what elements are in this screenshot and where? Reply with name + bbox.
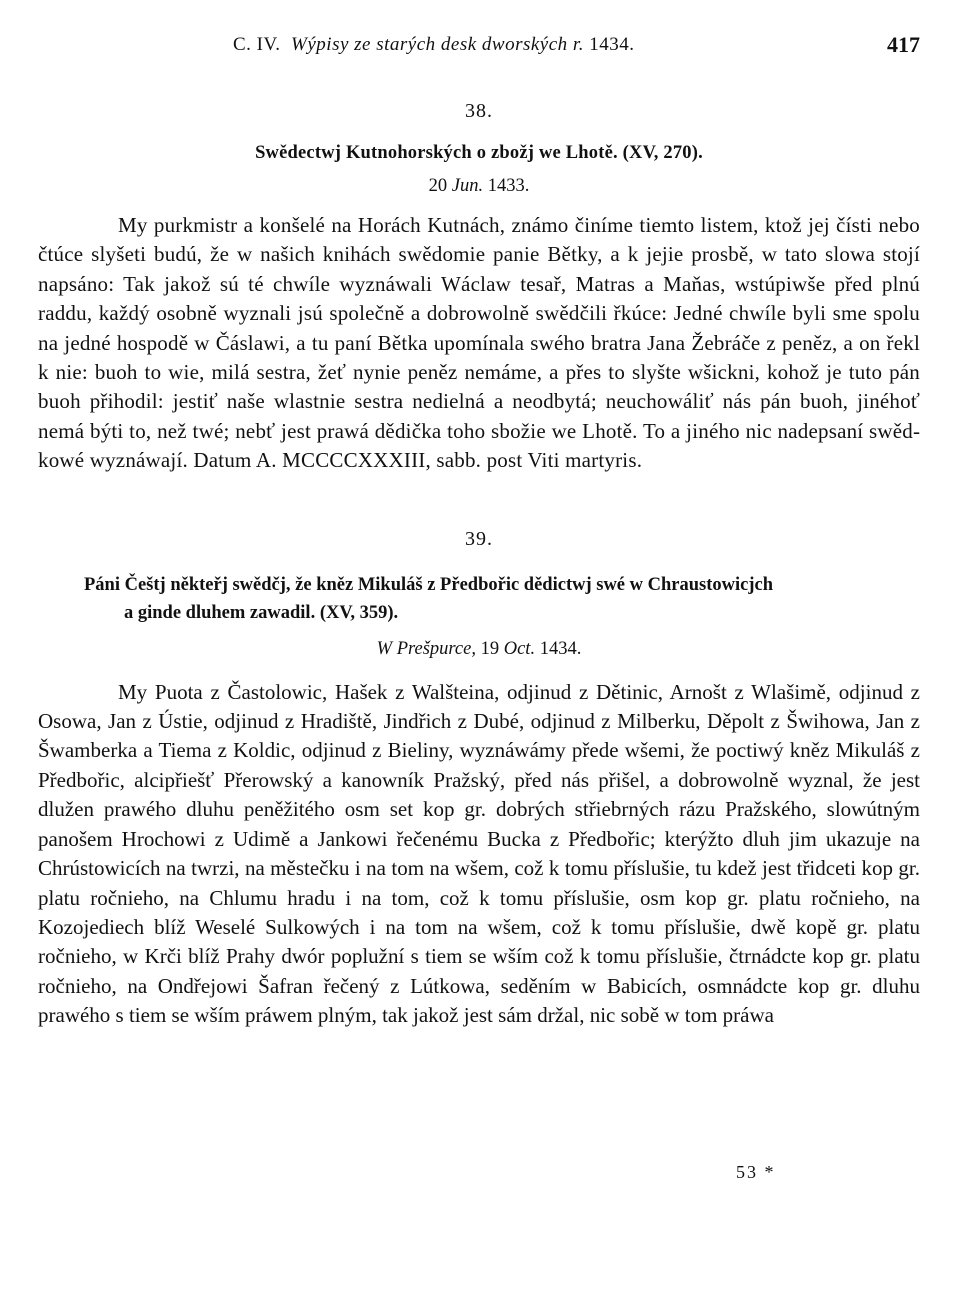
document-number: 38. [465,100,493,122]
running-head [38,30,920,64]
page [38,30,920,1052]
document-summary: Swědectwj Kutnohorských o zbožj we Lhotě. (XV, 270). [255,143,703,163]
page-number: 417 [887,32,920,57]
document-summary: Páni Češtj někteřj swědčj, že kněz Mikuláš z Předbořic dědictwj swé w Chraustowicjch a ginde dluhem zawadil. (XV, 359). [84,574,774,623]
document-date: W Prešpurce, 19 Oct. 1434. [376,638,582,659]
document-date: 20 Jun. 1433. [428,176,530,196]
document-text: My Puota z Častolowic, Hašek z Walšteina, odjinud z Dětinic, Arnošt z Wlašimě, odjinud z Osowa, Jan z Ústie, odjinud z Hradiště, Jindřich z Dubé, odjinud z Milberku, Děpolt z Šwihowa, Jan z Šwamberka a Tiema z Koldic, odjinud z Bieliny, wyznáwámy přede wšemi, že poctiwý kněz Mikuláš z Předbořic, alcipřiešť Přerowský a kanowník Pražský, před nás přišel, a dobrowolně wyznal, že jest dlužen prawého dluhu peněžitého osm set kop gr. dobrých střiebrných rázu Pražského, slowútným panošem Hrochowi z Udimě a Jankowi řečenému Bucka z Předbořic; kterýžto dluh jim ukazuje na Chrústowicích na twrzi, na městečku i na tom na wšem, což k tomu příslušie, tu kdež jest třidceti kop gr. platu ročnieho, na Chlumu hradu i na tom, což k tomu příslušie, osm kop gr. platu ročnieho, na Kozojediech blíž Weselé Sulkowých i na tom na wšem, což k tomu příslušie, dwě kopě gr. platu ročnieho, w Krči blíž Prahy dwór poplužní s tiem se wším což k tomu příslušie, čtrnádcte kop gr. platu ročnieho, na Ondřejowi Šafran řečený z Lútkowa, seděním w Babicích, osmnádcte kop gr. dluhu prawého s tiem se wším práwem plným, tak jakož jest sám držal, nic sobě w tom práwa [38,679,920,1028]
document-number: 39. [465,527,493,550]
document-text: My purkmistr a konšelé na Horách Kutnách, známo činíme tiemto listem, ktož jej čísti nebo čtúce slyšeti budú, že w našich knihách swědomie panie Bětky, a k jejie prosbě, w tato slowa stojí napsáno: Tak jakož sú té chwíle wyznáwali Wáclaw tesař, Matras a Maňas, wstúpiwše před plnú raddu, každý osobně wyznali jsú společně a dobrowolně swědčili řkúce: Jedné chwíle byli sme spolu na jedné hospodě w Čáslawi, a tu paní Bětka upomínala swého bratra Jana Žebráče z peněz, a on řekl k nie: buoh to wie, milá sestra, žeť nynie peněz nemáme, a přes to slyšte wšickni, kohož je tuto pán buoh přihodil: jestiť naše wlastnie sestra nedielná a neodbytá; neuchowáliť nás pán buoh, jinéhoť nemá býti to, než twé; nebť jest prawá dědička toho sbožie we Lhotě. To a jiného nic nadepsaní swědkowé wyznáwají. Datum A. MCCCCXXXIII, sabb. post Viti martyris. [38,213,920,473]
running-title: C. IV. Wýpisy ze starých desk dworských r. 1434. [233,34,635,55]
signature-mark: 53 * [736,1162,776,1182]
